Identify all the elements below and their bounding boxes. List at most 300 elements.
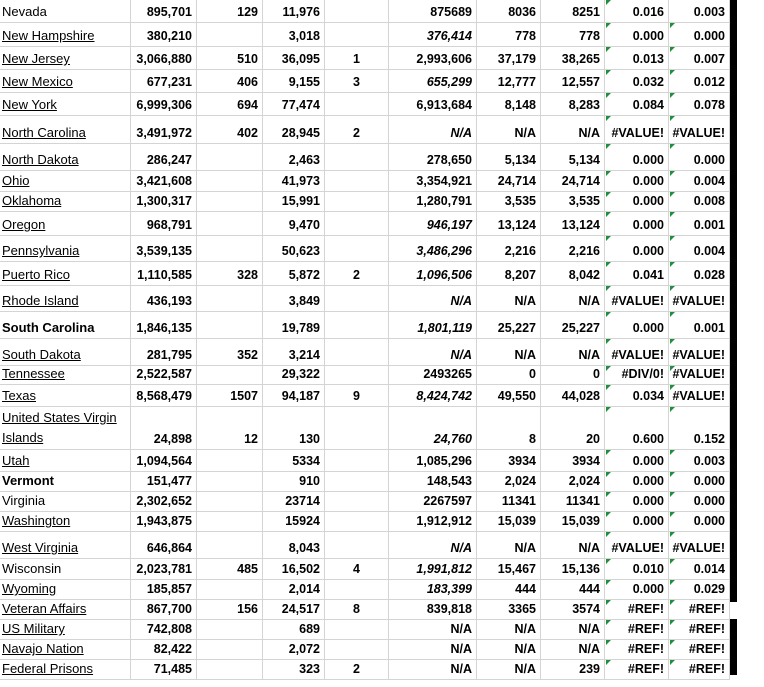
data-cell-c5[interactable]: 2267597 xyxy=(389,492,477,511)
data-cell-c6[interactable]: N/A xyxy=(477,116,541,143)
data-cell-c8[interactable]: #VALUE! xyxy=(605,116,669,143)
data-cell-c3[interactable]: 28,945 xyxy=(263,116,325,143)
data-cell-c7[interactable]: 24,714 xyxy=(541,171,605,191)
data-cell-c4[interactable]: 1 xyxy=(325,47,389,69)
table-row xyxy=(0,70,730,93)
data-cell-c4[interactable] xyxy=(325,512,389,531)
data-cell-c9[interactable]: 0.028 xyxy=(669,262,730,285)
data-cell-c9[interactable]: #REF! xyxy=(669,620,730,639)
data-cell-c9[interactable]: 0.000 xyxy=(669,492,730,511)
data-cell-c8[interactable]: 0.600 xyxy=(605,407,669,449)
state-name-cell[interactable]: Ohio xyxy=(0,171,131,191)
data-cell-c9[interactable]: 0.004 xyxy=(669,236,730,261)
data-cell-c6[interactable]: N/A xyxy=(477,532,541,558)
data-cell-c7[interactable]: 3,535 xyxy=(541,192,605,211)
data-cell-c6[interactable]: 15,467 xyxy=(477,559,541,579)
data-cell-c1[interactable]: 867,700 xyxy=(131,600,197,619)
data-cell-c5[interactable]: 2,993,606 xyxy=(389,47,477,69)
data-cell-c7[interactable]: N/A xyxy=(541,116,605,143)
data-cell-c6[interactable]: 25,227 xyxy=(477,312,541,338)
state-name-cell[interactable]: South Dakota xyxy=(0,339,131,365)
data-cell-c6[interactable]: 2,216 xyxy=(477,236,541,261)
data-cell-c7[interactable]: 8,283 xyxy=(541,93,605,115)
data-cell-c4[interactable] xyxy=(325,492,389,511)
data-cell-c3[interactable]: 130 xyxy=(263,407,325,449)
data-cell-c7[interactable]: 44,028 xyxy=(541,385,605,406)
data-cell-c7[interactable]: 15,039 xyxy=(541,512,605,531)
data-cell-c9[interactable]: #VALUE! xyxy=(669,366,730,384)
data-cell-c4[interactable] xyxy=(325,312,389,338)
data-cell-c5[interactable]: 3,486,296 xyxy=(389,236,477,261)
data-cell-c4[interactable] xyxy=(325,532,389,558)
data-cell-c5[interactable]: 376,414 xyxy=(389,23,477,46)
data-cell-c8[interactable]: 0.010 xyxy=(605,559,669,579)
data-cell-c7[interactable]: N/A xyxy=(541,640,605,659)
data-cell-c4[interactable] xyxy=(325,212,389,235)
state-name-cell[interactable]: New York xyxy=(0,93,131,115)
data-cell-c6[interactable]: 5,134 xyxy=(477,144,541,170)
data-cell-c7[interactable]: 13,124 xyxy=(541,212,605,235)
data-cell-c6[interactable]: N/A xyxy=(477,339,541,365)
data-cell-c7[interactable]: 3934 xyxy=(541,450,605,471)
data-cell-c9[interactable]: #VALUE! xyxy=(669,385,730,406)
state-name-cell[interactable]: New Hampshire xyxy=(0,23,131,46)
data-cell-c8[interactable]: 0.000 xyxy=(605,492,669,511)
data-cell-c4[interactable] xyxy=(325,93,389,115)
data-cell-c8[interactable]: #REF! xyxy=(605,600,669,619)
data-cell-c1[interactable]: 82,422 xyxy=(131,640,197,659)
data-cell-c3[interactable]: 5334 xyxy=(263,450,325,471)
data-cell-c1[interactable]: 3,066,880 xyxy=(131,47,197,69)
data-cell-c7[interactable]: 38,265 xyxy=(541,47,605,69)
data-cell-c6[interactable]: 444 xyxy=(477,580,541,599)
state-name-cell[interactable]: Federal Prisons xyxy=(0,660,131,679)
table-row xyxy=(0,0,730,23)
table-row xyxy=(0,236,730,262)
data-cell-c7[interactable]: 8251 xyxy=(541,0,605,22)
data-cell-c6[interactable]: 24,714 xyxy=(477,171,541,191)
state-name-cell[interactable]: Tennessee xyxy=(0,366,131,384)
data-cell-c8[interactable]: 0.000 xyxy=(605,472,669,491)
data-cell-c3[interactable]: 9,470 xyxy=(263,212,325,235)
data-cell-c2[interactable]: 1507 xyxy=(197,385,263,406)
state-name-cell: South Carolina xyxy=(0,312,131,338)
data-cell-c4[interactable]: 9 xyxy=(325,385,389,406)
data-cell-c1[interactable]: 2,302,652 xyxy=(131,492,197,511)
state-name-cell[interactable]: Oregon xyxy=(0,212,131,235)
data-cell-c5[interactable]: 2493265 xyxy=(389,366,477,384)
data-cell-c2[interactable]: 485 xyxy=(197,559,263,579)
data-cell-c3[interactable]: 2,014 xyxy=(263,580,325,599)
data-cell-c1[interactable]: 151,477 xyxy=(131,472,197,491)
data-cell-c9[interactable]: 0.001 xyxy=(669,312,730,338)
data-cell-c2[interactable] xyxy=(197,23,263,46)
data-cell-c8[interactable]: #REF! xyxy=(605,620,669,639)
state-name-cell: Virginia xyxy=(0,492,131,511)
table-row xyxy=(0,620,730,640)
data-cell-c4[interactable] xyxy=(325,407,389,449)
data-cell-c4[interactable]: 8 xyxy=(325,600,389,619)
state-name-cell[interactable]: Rhode Island xyxy=(0,286,131,311)
data-cell-c5[interactable]: 655,299 xyxy=(389,70,477,92)
data-cell-c7[interactable]: N/A xyxy=(541,286,605,311)
data-cell-c5[interactable]: 6,913,684 xyxy=(389,93,477,115)
data-cell-c5[interactable]: 278,650 xyxy=(389,144,477,170)
data-cell-c5[interactable]: N/A xyxy=(389,640,477,659)
data-cell-c4[interactable]: 2 xyxy=(325,116,389,143)
column-divider-bar xyxy=(730,0,737,687)
data-cell-c1[interactable]: 3,539,135 xyxy=(131,236,197,261)
data-cell-c4[interactable] xyxy=(325,366,389,384)
data-cell-c5[interactable]: N/A xyxy=(389,620,477,639)
data-cell-c9[interactable]: 0.000 xyxy=(669,144,730,170)
data-cell-c1[interactable]: 3,421,608 xyxy=(131,171,197,191)
data-cell-c5[interactable]: N/A xyxy=(389,660,477,679)
data-cell-c1[interactable]: 646,864 xyxy=(131,532,197,558)
data-cell-c7[interactable]: 444 xyxy=(541,580,605,599)
state-name-cell[interactable]: Washington xyxy=(0,512,131,531)
table-row xyxy=(0,472,730,492)
data-cell-c9[interactable]: #REF! xyxy=(669,640,730,659)
data-cell-c3[interactable]: 29,322 xyxy=(263,366,325,384)
data-cell-c6[interactable]: 0 xyxy=(477,366,541,384)
data-cell-c3[interactable]: 36,095 xyxy=(263,47,325,69)
data-cell-c7[interactable]: N/A xyxy=(541,532,605,558)
state-name-cell[interactable]: West Virginia xyxy=(0,532,131,558)
data-cell-c2[interactable] xyxy=(197,144,263,170)
state-name-cell[interactable]: Oklahoma xyxy=(0,192,131,211)
data-cell-c9[interactable]: 0.152 xyxy=(669,407,730,449)
data-cell-c1[interactable]: 2,522,587 xyxy=(131,366,197,384)
data-cell-c7[interactable]: N/A xyxy=(541,339,605,365)
data-cell-c2[interactable] xyxy=(197,212,263,235)
data-cell-c1[interactable]: 677,231 xyxy=(131,70,197,92)
data-cell-c9[interactable]: #VALUE! xyxy=(669,116,730,143)
data-cell-c7[interactable]: 3574 xyxy=(541,600,605,619)
data-cell-c9[interactable]: 0.029 xyxy=(669,580,730,599)
data-cell-c4[interactable] xyxy=(325,171,389,191)
data-cell-c8[interactable]: 0.000 xyxy=(605,23,669,46)
data-cell-c8[interactable]: 0.000 xyxy=(605,450,669,471)
data-cell-c7[interactable]: N/A xyxy=(541,620,605,639)
data-cell-c5[interactable]: 839,818 xyxy=(389,600,477,619)
data-cell-c3[interactable]: 19,789 xyxy=(263,312,325,338)
state-name-cell[interactable]: Puerto Rico xyxy=(0,262,131,285)
data-cell-c2[interactable] xyxy=(197,472,263,491)
data-cell-c7[interactable]: 8,042 xyxy=(541,262,605,285)
data-cell-c3[interactable]: 15924 xyxy=(263,512,325,531)
data-cell-c9[interactable]: 0.078 xyxy=(669,93,730,115)
state-name-cell[interactable]: US Military xyxy=(0,620,131,639)
data-cell-c7[interactable]: 2,024 xyxy=(541,472,605,491)
data-cell-c5[interactable]: 3,354,921 xyxy=(389,171,477,191)
table-row xyxy=(0,532,730,559)
data-cell-c4[interactable] xyxy=(325,580,389,599)
data-cell-c4[interactable] xyxy=(325,620,389,639)
data-cell-c2[interactable]: 510 xyxy=(197,47,263,69)
data-cell-c9[interactable]: #VALUE! xyxy=(669,339,730,365)
data-cell-c8[interactable]: #DIV/0! xyxy=(605,366,669,384)
data-cell-c8[interactable]: 0.000 xyxy=(605,580,669,599)
data-cell-c2[interactable]: 352 xyxy=(197,339,263,365)
data-cell-c6[interactable]: 3,535 xyxy=(477,192,541,211)
data-cell-c4[interactable] xyxy=(325,472,389,491)
state-name-cell[interactable]: Wyoming xyxy=(0,580,131,599)
data-cell-c9[interactable]: #VALUE! xyxy=(669,286,730,311)
column-divider-gap xyxy=(730,602,737,619)
data-cell-c2[interactable]: 694 xyxy=(197,93,263,115)
data-cell-c7[interactable]: 0 xyxy=(541,366,605,384)
data-cell-c4[interactable]: 4 xyxy=(325,559,389,579)
data-cell-c4[interactable] xyxy=(325,339,389,365)
data-cell-c2[interactable]: 328 xyxy=(197,262,263,285)
data-cell-c8[interactable]: 0.000 xyxy=(605,236,669,261)
data-cell-c2[interactable] xyxy=(197,512,263,531)
data-cell-c1[interactable]: 742,808 xyxy=(131,620,197,639)
data-cell-c6[interactable]: N/A xyxy=(477,660,541,679)
data-cell-c2[interactable]: 402 xyxy=(197,116,263,143)
data-cell-c8[interactable]: #REF! xyxy=(605,640,669,659)
data-cell-c2[interactable] xyxy=(197,366,263,384)
data-cell-c3[interactable]: 3,849 xyxy=(263,286,325,311)
data-cell-c8[interactable]: 0.000 xyxy=(605,171,669,191)
data-cell-c9[interactable]: #VALUE! xyxy=(669,532,730,558)
data-cell-c3[interactable]: 3,018 xyxy=(263,23,325,46)
data-cell-c4[interactable]: 2 xyxy=(325,262,389,285)
data-cell-c2[interactable]: 12 xyxy=(197,407,263,449)
data-cell-c1[interactable]: 3,491,972 xyxy=(131,116,197,143)
data-cell-c8[interactable]: 0.032 xyxy=(605,70,669,92)
table-row xyxy=(0,559,730,580)
table-row xyxy=(0,580,730,600)
data-cell-c1[interactable]: 380,210 xyxy=(131,23,197,46)
data-cell-c2[interactable] xyxy=(197,532,263,558)
data-cell-c5[interactable]: N/A xyxy=(389,532,477,558)
data-cell-c3[interactable]: 323 xyxy=(263,660,325,679)
data-cell-c4[interactable] xyxy=(325,23,389,46)
data-cell-c2[interactable] xyxy=(197,580,263,599)
data-cell-c3[interactable]: 15,991 xyxy=(263,192,325,211)
state-name-cell[interactable]: Pennsylvania xyxy=(0,236,131,261)
data-cell-c6[interactable]: 37,179 xyxy=(477,47,541,69)
data-cell-c6[interactable]: 8,207 xyxy=(477,262,541,285)
data-cell-c4[interactable]: 2 xyxy=(325,660,389,679)
data-cell-c9[interactable]: 0.003 xyxy=(669,450,730,471)
data-cell-c4[interactable] xyxy=(325,236,389,261)
state-name-cell[interactable]: New Mexico xyxy=(0,70,131,92)
data-cell-c4[interactable] xyxy=(325,640,389,659)
data-cell-c3[interactable]: 77,474 xyxy=(263,93,325,115)
data-cell-c6[interactable]: 49,550 xyxy=(477,385,541,406)
data-cell-c7[interactable]: 239 xyxy=(541,660,605,679)
data-cell-c4[interactable] xyxy=(325,450,389,471)
data-cell-c8[interactable]: 0.000 xyxy=(605,512,669,531)
data-cell-c5[interactable]: 1,801,119 xyxy=(389,312,477,338)
data-cell-c9[interactable]: #REF! xyxy=(669,660,730,679)
data-cell-c3[interactable]: 2,463 xyxy=(263,144,325,170)
data-cell-c5[interactable]: 1,280,791 xyxy=(389,192,477,211)
data-cell-c6[interactable]: 3934 xyxy=(477,450,541,471)
data-cell-c8[interactable]: 0.034 xyxy=(605,385,669,406)
data-cell-c8[interactable]: 0.000 xyxy=(605,144,669,170)
data-cell-c3[interactable]: 2,072 xyxy=(263,640,325,659)
data-cell-c3[interactable]: 9,155 xyxy=(263,70,325,92)
data-cell-c1[interactable]: 8,568,479 xyxy=(131,385,197,406)
table-row xyxy=(0,640,730,660)
data-cell-c9[interactable]: 0.007 xyxy=(669,47,730,69)
data-cell-c7[interactable]: 2,216 xyxy=(541,236,605,261)
data-cell-c2[interactable] xyxy=(197,192,263,211)
data-cell-c3[interactable]: 24,517 xyxy=(263,600,325,619)
table-row xyxy=(0,116,730,144)
data-cell-c1[interactable]: 6,999,306 xyxy=(131,93,197,115)
data-cell-c6[interactable]: 11341 xyxy=(477,492,541,511)
data-cell-c6[interactable]: N/A xyxy=(477,286,541,311)
data-cell-c6[interactable]: 8 xyxy=(477,407,541,449)
state-name-cell[interactable]: United States Virgin Islands xyxy=(0,407,131,449)
data-cell-c5[interactable]: 875689 xyxy=(389,0,477,22)
data-cell-c2[interactable] xyxy=(197,640,263,659)
data-cell-c1[interactable]: 1,300,317 xyxy=(131,192,197,211)
data-cell-c2[interactable]: 129 xyxy=(197,0,263,22)
data-cell-c9[interactable]: 0.000 xyxy=(669,472,730,491)
data-cell-c5[interactable]: N/A xyxy=(389,286,477,311)
data-cell-c2[interactable] xyxy=(197,492,263,511)
data-cell-c1[interactable]: 71,485 xyxy=(131,660,197,679)
data-cell-c1[interactable]: 1,846,135 xyxy=(131,312,197,338)
data-cell-c1[interactable]: 281,795 xyxy=(131,339,197,365)
data-cell-c1[interactable]: 1,094,564 xyxy=(131,450,197,471)
data-cell-c8[interactable]: #VALUE! xyxy=(605,339,669,365)
data-cell-c2[interactable] xyxy=(197,660,263,679)
data-cell-c8[interactable]: 0.041 xyxy=(605,262,669,285)
data-cell-c2[interactable] xyxy=(197,236,263,261)
data-cell-c7[interactable]: 5,134 xyxy=(541,144,605,170)
data-cell-c3[interactable]: 11,976 xyxy=(263,0,325,22)
data-cell-c2[interactable] xyxy=(197,171,263,191)
data-cell-c8[interactable]: #VALUE! xyxy=(605,532,669,558)
data-cell-c3[interactable]: 3,214 xyxy=(263,339,325,365)
data-cell-c3[interactable]: 8,043 xyxy=(263,532,325,558)
data-cell-c5[interactable]: N/A xyxy=(389,339,477,365)
data-cell-c6[interactable]: 13,124 xyxy=(477,212,541,235)
data-cell-c9[interactable]: #REF! xyxy=(669,600,730,619)
data-cell-c4[interactable] xyxy=(325,192,389,211)
data-cell-c9[interactable]: 0.000 xyxy=(669,512,730,531)
data-cell-c9[interactable]: 0.001 xyxy=(669,212,730,235)
state-name-cell[interactable]: North Carolina xyxy=(0,116,131,143)
data-cell-c1[interactable]: 286,247 xyxy=(131,144,197,170)
data-cell-c6[interactable]: 12,777 xyxy=(477,70,541,92)
data-cell-c1[interactable]: 24,898 xyxy=(131,407,197,449)
data-cell-c5[interactable]: 183,399 xyxy=(389,580,477,599)
data-cell-c5[interactable]: 1,085,296 xyxy=(389,450,477,471)
data-cell-c7[interactable]: 12,557 xyxy=(541,70,605,92)
data-cell-c9[interactable]: 0.012 xyxy=(669,70,730,92)
data-cell-c4[interactable] xyxy=(325,0,389,22)
data-cell-c2[interactable] xyxy=(197,450,263,471)
state-name-cell[interactable]: Navajo Nation xyxy=(0,640,131,659)
data-cell-c8[interactable]: #REF! xyxy=(605,660,669,679)
data-cell-c4[interactable]: 3 xyxy=(325,70,389,92)
data-cell-c8[interactable]: 0.016 xyxy=(605,0,669,22)
data-cell-c5[interactable]: 24,760 xyxy=(389,407,477,449)
data-cell-c6[interactable]: 3365 xyxy=(477,600,541,619)
data-cell-c6[interactable]: N/A xyxy=(477,640,541,659)
data-cell-c3[interactable]: 689 xyxy=(263,620,325,639)
data-cell-c8[interactable]: 0.000 xyxy=(605,192,669,211)
data-cell-c6[interactable]: 15,039 xyxy=(477,512,541,531)
data-cell-c4[interactable] xyxy=(325,144,389,170)
data-cell-c5[interactable]: 8,424,742 xyxy=(389,385,477,406)
data-cell-c9[interactable]: 0.008 xyxy=(669,192,730,211)
state-name-cell[interactable]: New Jersey xyxy=(0,47,131,69)
data-cell-c5[interactable]: 148,543 xyxy=(389,472,477,491)
data-cell-c7[interactable]: 15,136 xyxy=(541,559,605,579)
data-cell-c5[interactable]: 946,197 xyxy=(389,212,477,235)
data-cell-c1[interactable]: 436,193 xyxy=(131,286,197,311)
state-name-cell[interactable]: Utah xyxy=(0,450,131,471)
data-cell-c8[interactable]: 0.013 xyxy=(605,47,669,69)
data-cell-c2[interactable] xyxy=(197,286,263,311)
data-cell-c1[interactable]: 968,791 xyxy=(131,212,197,235)
data-cell-c6[interactable]: 8,148 xyxy=(477,93,541,115)
data-cell-c1[interactable]: 895,701 xyxy=(131,0,197,22)
data-cell-c6[interactable]: 8036 xyxy=(477,0,541,22)
data-cell-c2[interactable]: 156 xyxy=(197,600,263,619)
data-cell-c8[interactable]: 0.084 xyxy=(605,93,669,115)
data-cell-c3[interactable]: 94,187 xyxy=(263,385,325,406)
data-cell-c3[interactable]: 50,623 xyxy=(263,236,325,261)
data-cell-c8[interactable]: 0.000 xyxy=(605,212,669,235)
data-cell-c9[interactable]: 0.004 xyxy=(669,171,730,191)
data-cell-c4[interactable] xyxy=(325,286,389,311)
data-cell-c7[interactable]: 778 xyxy=(541,23,605,46)
data-cell-c7[interactable]: 25,227 xyxy=(541,312,605,338)
data-cell-c5[interactable]: 1,912,912 xyxy=(389,512,477,531)
data-cell-c9[interactable]: 0.000 xyxy=(669,23,730,46)
data-cell-c8[interactable]: #VALUE! xyxy=(605,286,669,311)
data-cell-c2[interactable] xyxy=(197,312,263,338)
state-name-cell[interactable]: Veteran Affairs xyxy=(0,600,131,619)
data-cell-c1[interactable]: 1,110,585 xyxy=(131,262,197,285)
data-cell-c1[interactable]: 2,023,781 xyxy=(131,559,197,579)
data-cell-c5[interactable]: 1,991,812 xyxy=(389,559,477,579)
data-cell-c5[interactable]: 1,096,506 xyxy=(389,262,477,285)
data-cell-c7[interactable]: 20 xyxy=(541,407,605,449)
data-cell-c9[interactable]: 0.014 xyxy=(669,559,730,579)
data-cell-c7[interactable]: 11341 xyxy=(541,492,605,511)
data-cell-c3[interactable]: 41,973 xyxy=(263,171,325,191)
data-cell-c1[interactable]: 1,943,875 xyxy=(131,512,197,531)
state-name-cell[interactable]: North Dakota xyxy=(0,144,131,170)
state-name-cell[interactable]: Texas xyxy=(0,385,131,406)
data-cell-c3[interactable]: 910 xyxy=(263,472,325,491)
table-row xyxy=(0,23,730,47)
data-cell-c2[interactable]: 406 xyxy=(197,70,263,92)
data-cell-c3[interactable]: 16,502 xyxy=(263,559,325,579)
data-cell-c6[interactable]: N/A xyxy=(477,620,541,639)
data-cell-c3[interactable]: 23714 xyxy=(263,492,325,511)
data-cell-c1[interactable]: 185,857 xyxy=(131,580,197,599)
data-cell-c5[interactable]: N/A xyxy=(389,116,477,143)
data-cell-c6[interactable]: 778 xyxy=(477,23,541,46)
data-cell-c8[interactable]: 0.000 xyxy=(605,312,669,338)
data-cell-c3[interactable]: 5,872 xyxy=(263,262,325,285)
data-cell-c9[interactable]: 0.003 xyxy=(669,0,730,22)
data-cell-c6[interactable]: 2,024 xyxy=(477,472,541,491)
data-cell-c2[interactable] xyxy=(197,620,263,639)
